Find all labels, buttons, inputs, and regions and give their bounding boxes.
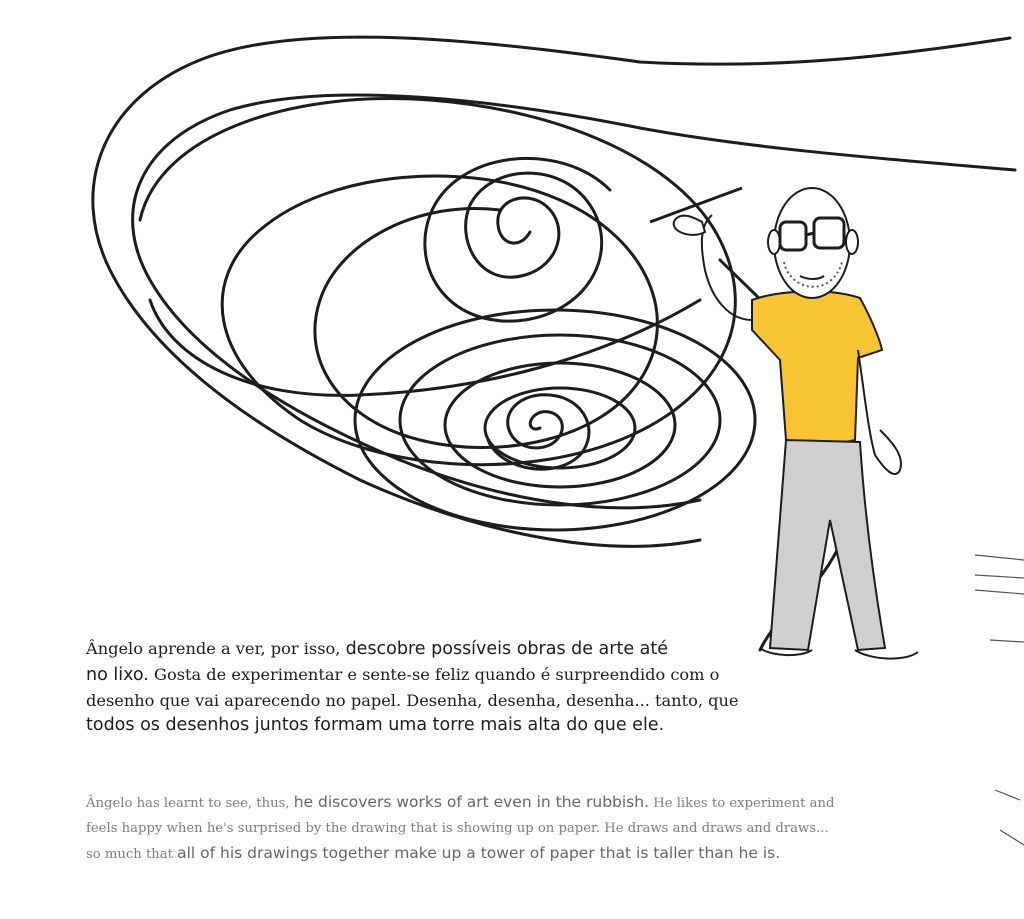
spiral-outer-2: [315, 200, 657, 448]
en-line3-emphasis: all of his drawings together make up a tower of paper that is taller than he is.: [177, 844, 781, 862]
portuguese-text: [86, 636, 739, 738]
pt-line3: desenho que vai aparecendo no papel. Desenha, desenha, desenha... tanto, que: [86, 691, 739, 710]
spiral-upper: [425, 158, 610, 321]
en-line1-emphasis: he discovers works of art even in the rubbish.: [293, 793, 650, 811]
en-line1-end: He likes to experiment and: [649, 796, 835, 811]
en-line2: feels happy when he's surprised by the drawing that is showing up on paper. He draws and draws and draws...: [86, 821, 829, 836]
gray-trousers: [770, 440, 885, 650]
oval-1: [355, 310, 755, 530]
pt-line2-emphasis: no lixo.: [86, 665, 149, 685]
pt-line1-emphasis: descobre possíveis obras de arte até: [345, 639, 669, 659]
pt-line4-emphasis: todos os desenhos juntos formam uma torre mais alta do que ele.: [86, 715, 665, 735]
spiral-outer-1: [140, 99, 735, 465]
en-line3-regular: so much that: [86, 847, 178, 862]
head: [774, 188, 850, 298]
pt-line1-regular: Ângelo aprende a ver, por isso,: [86, 639, 346, 658]
pencil-icon: [650, 188, 742, 222]
english-text: [86, 790, 846, 867]
pt-line2-regular: Gosta de experimentar e sente-se feliz quando é surpreendido com o: [148, 665, 720, 684]
en-line1-regular: Ângelo has learnt to see, thus,: [86, 796, 294, 811]
man-figure: [650, 188, 918, 659]
